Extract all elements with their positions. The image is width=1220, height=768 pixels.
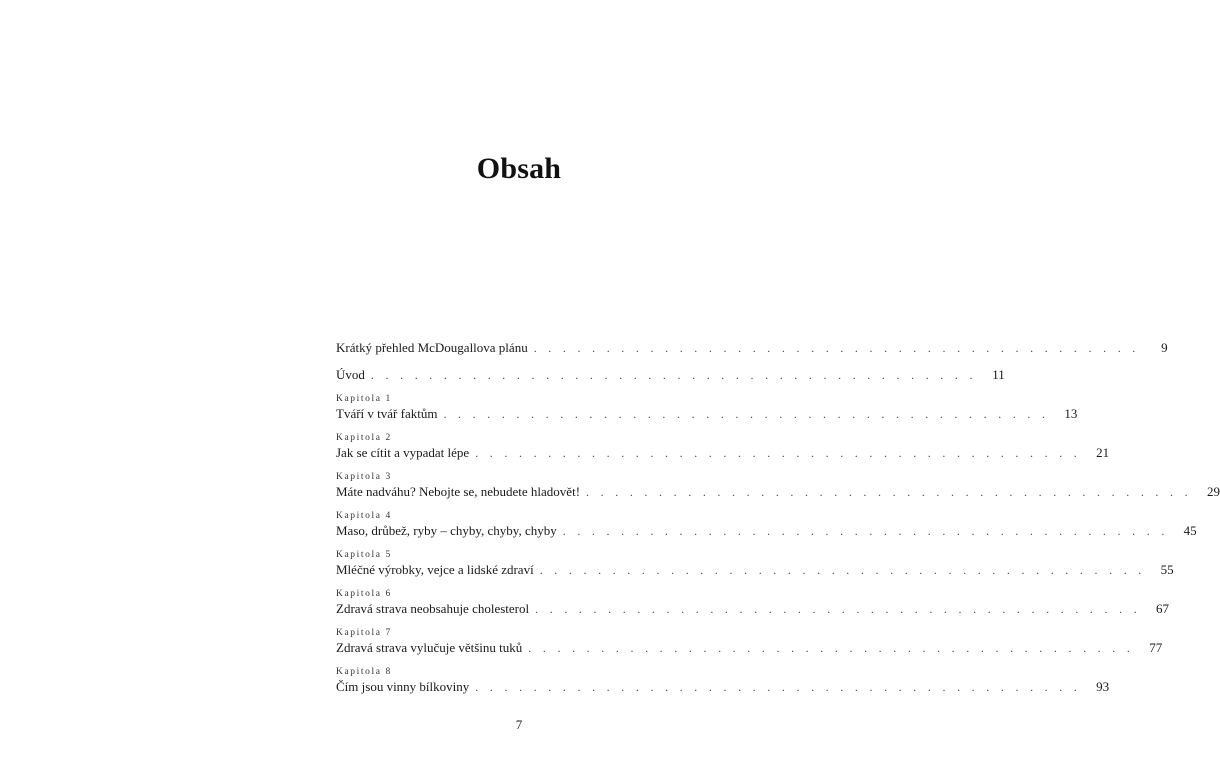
toc-entry-title: Čím jsou vinny bílkoviny xyxy=(336,679,475,694)
toc-entry-title: Zdravá strava vylučuje většinu tuků xyxy=(336,640,528,655)
toc-page-number: 45 xyxy=(1183,523,1197,538)
toc-entry-chapter-7 xyxy=(336,628,1163,666)
toc-entry-chapter-8 xyxy=(336,667,1110,705)
toc-page-number: 21 xyxy=(1096,445,1110,460)
toc-entry-title: Jak se cítit a vypadat lépe xyxy=(336,445,475,460)
toc-page-number: 13 xyxy=(1064,406,1078,421)
page-number-footer: 7 xyxy=(515,717,523,732)
table-of-contents xyxy=(336,340,1220,706)
toc-page-number: 55 xyxy=(1160,562,1174,577)
chapter-label: Kapitola 1 xyxy=(336,394,392,404)
page-title: Obsah xyxy=(476,152,562,185)
dot-leader: . . . . . . . . . . . . . . . . . . . . . . . . . . . . . . . . . . . . . . . . . . xyxy=(586,485,1192,499)
dot-leader: . . . . . . . . . . . . . . . . . . . . . . . . . . . . . . . . . . . . . . . . . . xyxy=(562,524,1169,538)
toc-entry-overview xyxy=(336,340,1168,365)
toc-page-number: 29 xyxy=(1206,484,1220,499)
dot-leader: . . . . . . . . . . . . . . . . . . . . . . . . . . . . . . . . . . . . . . . . . . xyxy=(528,641,1135,655)
toc-page-number: 11 xyxy=(992,367,1005,382)
dot-leader: . . . . . . . . . . . . . . . . . . . . . . . . . . . . . . . . . . . . . . . . . . xyxy=(370,368,977,382)
toc-entry-chapter-3 xyxy=(336,472,1220,510)
toc-page-number: 77 xyxy=(1149,640,1163,655)
toc-entry-title: Zdravá strava neobsahuje cholesterol xyxy=(336,601,535,616)
chapter-label: Kapitola 7 xyxy=(336,628,392,638)
dot-leader: . . . . . . . . . . . . . . . . . . . . . . . . . . . . . . . . . . . . . . . . . . xyxy=(533,341,1140,355)
toc-page-number: 9 xyxy=(1161,340,1168,355)
chapter-label: Kapitola 6 xyxy=(336,589,392,599)
toc-entry-chapter-5 xyxy=(336,550,1174,588)
toc-page-number: 67 xyxy=(1156,601,1170,616)
toc-entry-title: Mléčné výrobky, vejce a lidské zdraví xyxy=(336,562,540,577)
chapter-label: Kapitola 5 xyxy=(336,550,392,560)
dot-leader: . . . . . . . . . . . . . . . . . . . . . . . . . . . . . . . . . . . . . . . . . . xyxy=(443,407,1050,421)
toc-entry-title: Krátký přehled McDougallova plánu xyxy=(336,340,534,355)
dot-leader: . . . . . . . . . . . . . . . . . . . . . . . . . . . . . . . . . . . . . . . . . . xyxy=(475,680,1082,694)
dot-leader: . . . . . . . . . . . . . . . . . . . . . . . . . . . . . . . . . . . . . . . . . . xyxy=(539,563,1146,577)
chapter-label: Kapitola 3 xyxy=(336,472,392,482)
toc-entry-intro xyxy=(336,367,1005,392)
chapter-label: Kapitola 4 xyxy=(336,511,392,521)
toc-page-number: 93 xyxy=(1096,679,1110,694)
toc-entry-chapter-4 xyxy=(336,511,1197,549)
dot-leader: . . . . . . . . . . . . . . . . . . . . . . . . . . . . . . . . . . . . . . . . . . xyxy=(535,602,1142,616)
toc-entry-chapter-6 xyxy=(336,589,1170,627)
toc-entry-title: Maso, drůbež, ryby – chyby, chyby, chyby xyxy=(336,523,563,538)
toc-entry-title: Úvod xyxy=(336,367,371,382)
toc-entry-chapter-1 xyxy=(336,394,1078,432)
toc-entry-chapter-2 xyxy=(336,433,1110,471)
toc-entry-title: Máte nadváhu? Nebojte se, nebudete hladovět! xyxy=(336,484,586,499)
chapter-label: Kapitola 2 xyxy=(336,433,392,443)
chapter-label: Kapitola 8 xyxy=(336,667,392,677)
toc-entry-title: Tváří v tvář faktům xyxy=(336,406,443,421)
dot-leader: . . . . . . . . . . . . . . . . . . . . . . . . . . . . . . . . . . . . . . . . . . xyxy=(475,446,1082,460)
